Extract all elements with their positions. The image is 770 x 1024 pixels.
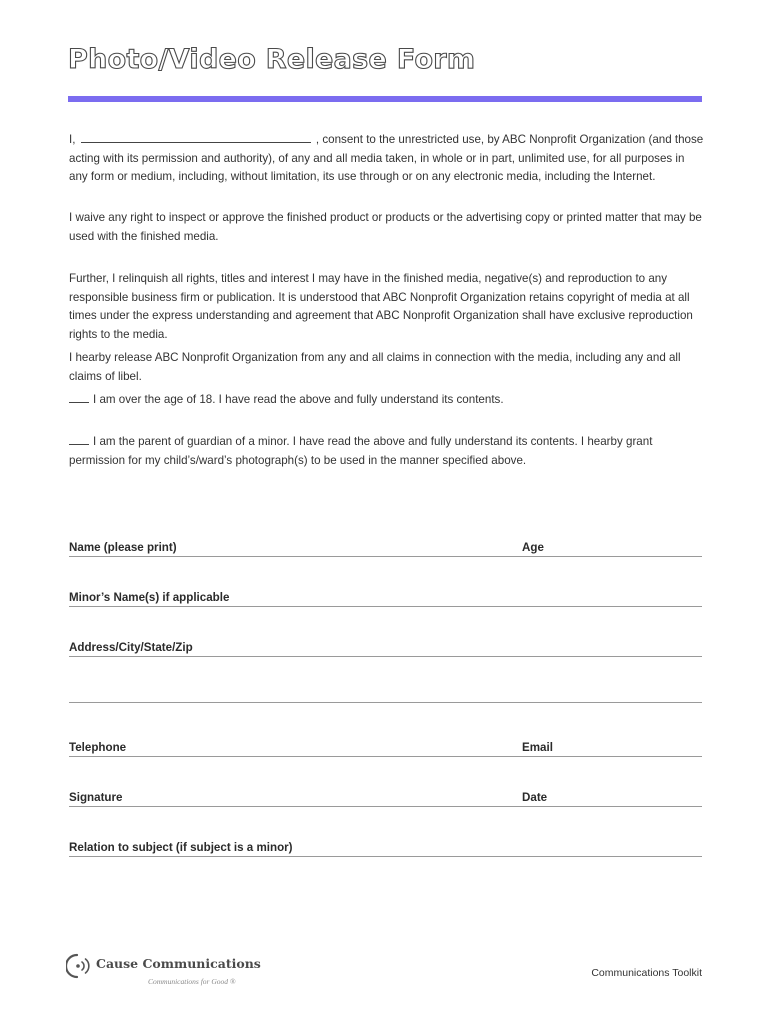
signature-date-field-row[interactable] <box>69 790 702 807</box>
name-age-field-row[interactable] <box>69 540 702 557</box>
waive-paragraph: I waive any right to inspect or approve the finished product or products or the advertising copy or printed matter that may be used with the finished media. <box>69 211 702 243</box>
minor-name-label: Minor’s Name(s) if applicable <box>69 591 230 604</box>
relinquish-paragraph: Further, I relinquish all rights, titles and interest I may have in the finished media, negative(s) and reproduction to any responsible business firm or publication. It is understood that ABC Nonprofit Organization retains copyright of media at all times under the express understanding and agreement that ABC Nonprofit Organization shall have exclusive reproduction rights to the media. <box>69 272 693 341</box>
guardian-statement <box>69 433 705 470</box>
guardian-text: I am the parent of guardian of a minor. I have read the above and fully understand its contents. I hearby grant permission for my child’s/ward’s photograph(s) to be used in the manner specified above. <box>69 435 653 467</box>
title-accent-bar <box>68 96 702 102</box>
broadcast-icon <box>66 952 92 980</box>
name-label: Name (please print) <box>69 541 177 554</box>
telephone-label: Telephone <box>69 741 127 754</box>
consent-text: , consent to the unrestricted use, by ABC Nonprofit Organization (and those acting with its permission and authority), of any and all media taken, in whole or in part, unlimited use, for all purposes in any form or medium, including, without limitation, its use through or on any electronic media, including the Internet. <box>69 133 704 183</box>
page-title: Photo/Video Release Form <box>68 44 476 75</box>
minor-name-field[interactable] <box>69 590 702 607</box>
address-second-line[interactable] <box>69 702 702 703</box>
date-label: Date <box>522 791 548 804</box>
email-label: Email <box>522 741 553 754</box>
address-label: Address/City/State/Zip <box>69 641 193 654</box>
logo-name: Cause Communications <box>96 956 261 971</box>
consent-paragraph <box>69 130 705 187</box>
over-18-checkbox-line[interactable] <box>69 392 89 403</box>
relation-field[interactable] <box>69 840 702 857</box>
logo-tagline: Communications for Good ® <box>148 977 236 986</box>
signature-label: Signature <box>69 791 123 804</box>
age-label: Age <box>522 541 544 554</box>
consent-prefix: I, <box>69 133 76 146</box>
cause-communications-logo <box>66 948 266 988</box>
footer-toolkit-label: Communications Toolkit <box>591 967 702 979</box>
over-18-statement <box>69 391 705 410</box>
release-paragraph: I hearby release ABC Nonprofit Organization from any and all claims in connection with the media, including any and all claims of libel. <box>69 351 681 383</box>
name-blank-line[interactable] <box>81 130 311 143</box>
guardian-checkbox-line[interactable] <box>69 434 89 445</box>
telephone-email-field-row[interactable] <box>69 740 702 757</box>
address-field[interactable] <box>69 640 702 657</box>
over-18-text: I am over the age of 18. I have read the above and fully understand its contents. <box>93 393 504 406</box>
relation-label: Relation to subject (if subject is a minor) <box>69 841 293 854</box>
